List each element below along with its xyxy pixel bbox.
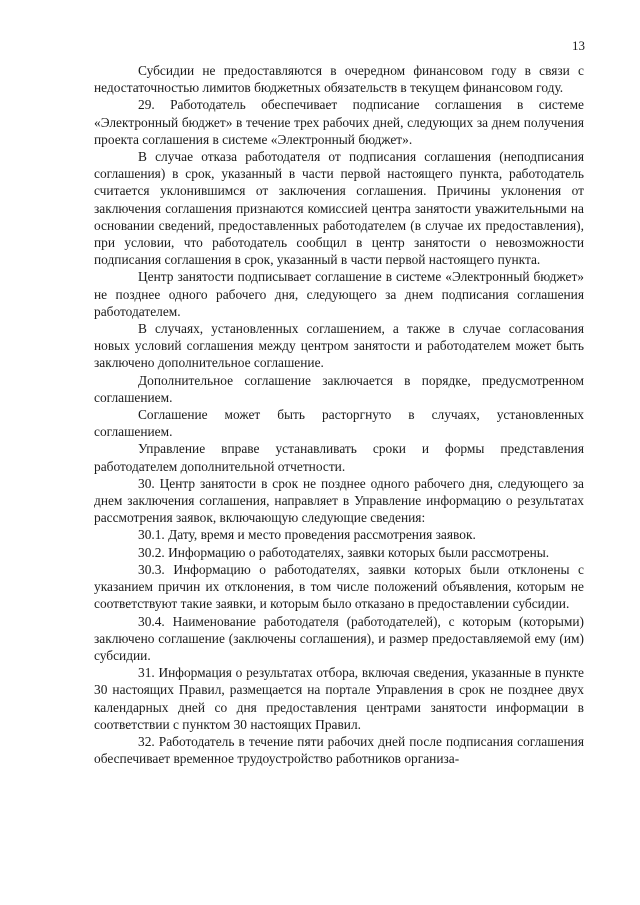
paragraph-reporting: Управление вправе устанавливать сроки и формы представления работодателем дополнительной отчетности. [94,441,584,474]
paragraph-subsidy-limits: Субсидии не предоставляются в очередном финансовом году в связи с недостаточностью лимитов бюджетных обязательств в текущем финансовом году. [94,63,584,96]
paragraph-29: 29. Работодатель обеспечивает подписание соглашения в системе «Электронный бюджет» в течение трех рабочих дней, следующих за днем получения проекта соглашения в системе «Электронный бюджет». [94,97,584,147]
paragraph-additional-procedure: Дополнительное соглашение заключается в порядке, предусмотренном соглашением. [94,372,584,405]
paragraph-30-4: 30.4. Наименование работодателя (работодателей), с которым (которыми) заключено соглашение (заключены соглашения), и размер предоставляемой ему (им) субсидии. [94,613,584,663]
paragraph-30-2: 30.2. Информацию о работодателях, заявки которых были рассмотрены. [138,544,550,560]
paragraph-center-signs: Центр занятости подписывает соглашение в системе «Электронный бюджет» не позднее одного рабочего дня, следующего за днем подписания соглашения работодателем. [94,269,584,319]
paragraph-30: 30. Центр занятости в срок не позднее одного рабочего дня, следующего за днем заключения соглашения, направляет в Управление информацию о результатах рассмотрения заявок, включающую следующие сведения: [94,475,584,526]
document-body [94,62,584,767]
paragraph-termination: Соглашение может быть расторгнуто в случаях, установленных соглашением. [94,407,584,440]
paragraph-31: 31. Информация о результатах отбора, включая сведения, указанные в пункте 30 настоящих Правил, размещается на портале Управления в срок не позднее двух календарных дней со дня предоставления центрами занятости информации в соответствии с пунктом 30 настоящих Правил. [94,665,584,732]
paragraph-30-1: 30.1. Дату, время и место проведения рассмотрения заявок. [138,527,476,543]
page-number: 13 [572,38,585,53]
paragraph-additional-agreement: В случаях, установленных соглашением, а также в случае согласования новых условий соглашения между центром занятости и работодателем может быть заключено дополнительное соглашение. [94,321,584,371]
paragraph-32: 32. Работодатель в течение пяти рабочих дней после подписания соглашения обеспечивает временное трудоустройство работников организа- [94,733,584,767]
paragraph-30-3: 30.3. Информацию о работодателях, заявки которых были отклонены с указанием причин их отклонения, в том числе положений объявления, которым не соответствуют такие заявки, и которым было отказано в предоставлении субсидии. [94,561,584,612]
paragraph-refusal: В случае отказа работодателя от подписания соглашения (неподписания соглашения) в срок, указанный в части первой настоящего пункта, работодатель считается уклонившимся от заключения соглашения. Причины уклонения от заключения соглашения признаются комиссией центра занятости уважительными на основании сведений, предоставленных работодателем (в случае их предоставления), при условии, что работодатель сообщил в центр занятости о невозможности подписания соглашения в срок, указанный в части первой настоящего пункта. [94,149,584,268]
